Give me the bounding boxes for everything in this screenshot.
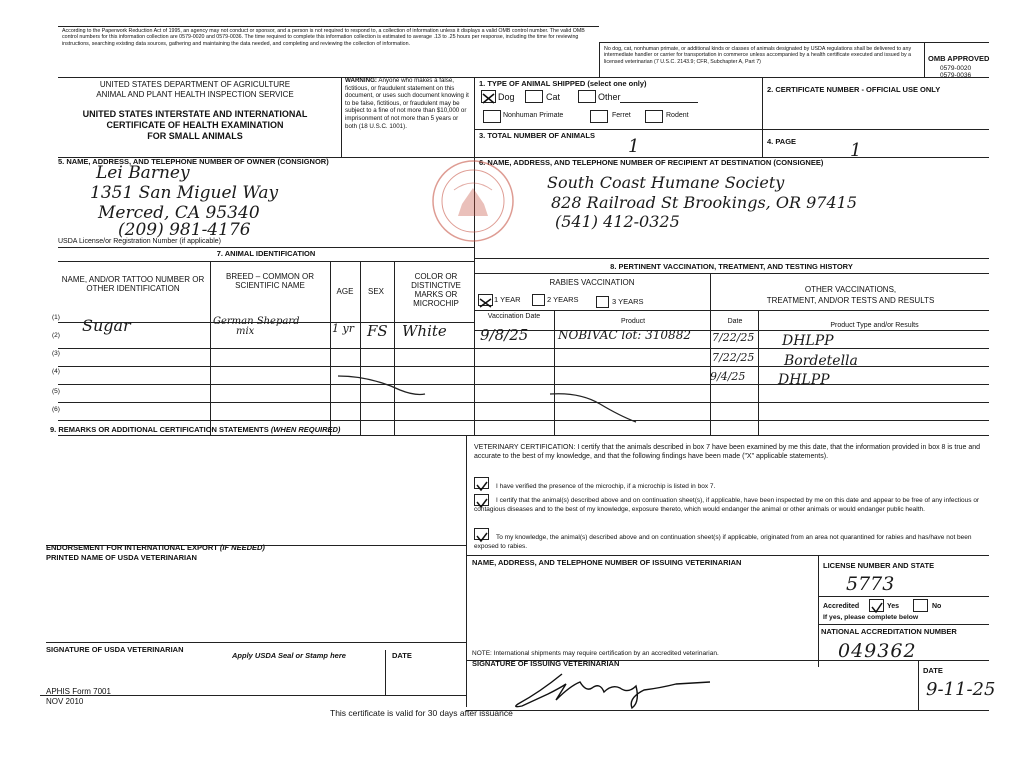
form-title-3: FOR SMALL ANIMALS	[147, 131, 243, 141]
primate-label: Nonhuman Primate	[503, 112, 564, 119]
col-name-header: NAME, AND/OR TATTOO NUMBER OR OTHER IDENTIFICATION	[61, 275, 205, 293]
rodent-checkbox[interactable]	[645, 110, 663, 123]
animal-breed-2[interactable]: mix	[236, 326, 255, 337]
box6-label: 6. NAME, ADDRESS, AND TELEPHONE NUMBER OF RECIPIENT AT DESTINATION (CONSIGNEE)	[479, 158, 824, 167]
regulation-notice: No dog, cat, nonhuman primate, or additional kinds or classes of animals designated by USDA regulations shall be delivered to any intermediate handler or carrier for transportation in commerce unless accompanied by a health certificate executed and issued by a licensed veterinarian (7 U.S.C. 2143.9; CFR, Subchapter A, Part 7)	[604, 46, 912, 65]
usda-date-label: DATE	[392, 651, 412, 660]
rodent-label: Rodent	[666, 112, 689, 119]
paperwork-notice: According to the Paperwork Reduction Act of 1995, an agency may not conduct or sponsor, and a person is not required to respond to, a collection of information unless it displays a valid OMB control number. The valid OMB control numbers for this information collection are 0579-0020 and 0579-0036. The time required to complete this information collection is estimated to average .13 to .25 hours per response, including the time for reviewing instructions, searching existing data sources, gathering and maintaining the data needed, and completing and reviewing the collection of information.	[62, 28, 585, 47]
accredited-no-label: No	[932, 603, 942, 610]
rabies-3yr-checkbox[interactable]	[596, 296, 609, 308]
strike-mark-box8	[540, 386, 650, 426]
endorsement-text: ENDORSEMENT FOR INTERNATIONAL EXPORT	[46, 543, 218, 552]
box9-label-text: 9. REMARKS OR ADDITIONAL CERTIFICATION STATEMENTS	[50, 425, 269, 434]
accredited-no-checkbox[interactable]	[913, 599, 928, 612]
recipient-phone[interactable]: (541) 412-0325	[555, 212, 680, 231]
col-color-header: COLOR OR DISTINCTIVE MARKS OR MICROCHIP	[411, 272, 461, 308]
box3-label: 3. TOTAL NUMBER OF ANIMALS	[479, 131, 595, 140]
usda-license-label: USDA License/or Registration Number (if applicable)	[58, 238, 222, 245]
box2-label: 2. CERTIFICATE NUMBER - OFFICIAL USE ONLY	[767, 85, 941, 94]
check-icon	[475, 481, 488, 491]
owner-phone[interactable]: (209) 981-4176	[118, 220, 251, 240]
rabies-2yr-label: 2 YEARS	[547, 295, 579, 304]
other-checkbox[interactable]	[578, 90, 596, 103]
rabies-product[interactable]: NOBIVAC lot: 310882	[558, 328, 691, 342]
recipient-street[interactable]: 828 Railroad St Brookings, OR 97415	[551, 193, 857, 212]
dog-label: Dog	[498, 92, 515, 102]
other-product-2[interactable]: Bordetella	[784, 353, 858, 369]
national-accreditation-label: NATIONAL ACCREDITATION NUMBER	[821, 627, 957, 636]
animal-color[interactable]: White	[402, 322, 447, 340]
animal-breed-1[interactable]: German Shepard	[213, 316, 300, 327]
rabies-3yr-label: 3 YEARS	[612, 297, 644, 306]
rabies-1yr-label: 1 YEAR	[494, 295, 521, 304]
strike-mark-box7	[330, 370, 430, 400]
box4-label: 4. PAGE	[767, 137, 797, 146]
omb-number-1: 0579-0020	[940, 65, 972, 72]
issuing-vet-signature-label: SIGNATURE OF ISSUING VETERINARIAN	[472, 659, 620, 668]
animal-sex[interactable]: FS	[367, 322, 388, 340]
row-num-5: (5)	[52, 388, 60, 395]
check-icon	[870, 602, 883, 613]
page-value[interactable]: 1	[850, 140, 862, 161]
rabies-date[interactable]: 9/8/25	[480, 326, 529, 344]
ferret-checkbox[interactable]	[590, 110, 608, 123]
vet-signature[interactable]	[500, 664, 720, 714]
rabies-label: RABIES VACCINATION	[549, 278, 635, 287]
box9-when-required: (WHEN REQUIRED)	[270, 425, 341, 434]
form-number: APHIS Form 7001	[46, 687, 111, 696]
check-x-icon	[479, 298, 492, 308]
form-title-2: CERTIFICATE OF HEALTH EXAMINATION	[106, 120, 284, 130]
omb-number-2: 0579-0036	[940, 72, 972, 79]
check-x-icon	[482, 93, 495, 104]
usda-seal-stamp	[424, 158, 522, 244]
form-title-1: UNITED STATES INTERSTATE AND INTERNATIONAL	[82, 109, 308, 119]
agency-name-1: UNITED STATES DEPARTMENT OF AGRICULTURE	[99, 80, 291, 89]
other-vacc-label-2: TREATMENT, AND/OR TESTS AND RESULTS	[766, 296, 935, 305]
primate-checkbox[interactable]	[483, 110, 501, 123]
accredited-label: Accredited	[823, 603, 860, 610]
other-date-3[interactable]: 9/4/25	[710, 370, 746, 383]
row-num-2: (2)	[52, 332, 60, 339]
rabies-1yr-checkbox[interactable]	[478, 294, 493, 306]
cert-rabies-text	[474, 534, 984, 552]
rabies-2yr-checkbox[interactable]	[532, 294, 545, 306]
other-date-2[interactable]: 7/22/25	[712, 351, 755, 364]
cert-health-text	[474, 497, 984, 515]
box1-label: 1. TYPE OF ANIMAL SHIPPED (select one only)	[479, 79, 647, 88]
owner-street[interactable]: 1351 San Miguel Way	[90, 183, 279, 203]
endorsement-label	[46, 544, 265, 553]
col-product-header: Product	[620, 318, 646, 325]
issuing-date-value[interactable]: 9-11-25	[926, 679, 996, 700]
col-sex-header: SEX	[367, 287, 384, 296]
warning-text: Anyone who makes a false, fictitious, or fraudulent statement on this document, or uses such document knowing it to be false, fictitious, or fraudulent may be subject to a fine of not more than $10,000 or imprisonment of not more than 5 years or both (18 U.S.C. 1001).	[345, 77, 469, 130]
form-date: NOV 2010	[46, 697, 84, 706]
row-num-4: (4)	[52, 368, 60, 375]
col-vdate-header: Vaccination Date	[487, 313, 541, 320]
national-accreditation-value[interactable]: 049362	[838, 640, 917, 662]
other-label: Other	[598, 92, 621, 102]
endorsement-if-needed: (IF NEEDED)	[219, 543, 265, 552]
international-note: NOTE: International shipments may require certification by an accredited veterinarian.	[472, 650, 719, 657]
cat-label: Cat	[546, 92, 561, 102]
box9-label	[50, 426, 340, 435]
col-prodtype-header: Product Type and/or Results	[830, 322, 919, 329]
owner-city[interactable]: Merced, CA 95340	[98, 203, 260, 223]
license-number-label: LICENSE NUMBER AND STATE	[823, 561, 935, 570]
cert-rabies-text-span: To my knowledge, the animal(s) described above and on continuation sheet(s) if applicable, originated from an area not quarantined for rabies and has/have not been exposed to rabies.	[474, 534, 972, 550]
dog-checkbox[interactable]	[481, 90, 496, 103]
other-vacc-label-1: OTHER VACCINATIONS,	[804, 285, 897, 294]
cert-microchip-checkbox[interactable]	[474, 477, 489, 489]
usda-vet-printed-name-label: PRINTED NAME OF USDA VETERINARIAN	[46, 553, 197, 562]
owner-name[interactable]: Lei Barney	[96, 163, 190, 183]
if-yes-note: If yes, please complete below	[823, 614, 919, 621]
accredited-yes-label: Yes	[887, 603, 900, 610]
row-num-3: (3)	[52, 350, 60, 357]
recipient-name[interactable]: South Coast Humane Society	[547, 173, 785, 192]
animal-name[interactable]: Sugar	[82, 316, 131, 335]
col-date-header: Date	[727, 318, 743, 325]
col-breed-header: BREED – COMMON OR SCIENTIFIC NAME	[225, 272, 314, 290]
warning-block	[345, 77, 469, 130]
row-num-1: (1)	[52, 314, 60, 321]
animal-age[interactable]: 1 yr	[332, 322, 354, 335]
warning-label: WARNING:	[345, 77, 377, 84]
box5-label: 5. NAME, ADDRESS, AND TELEPHONE NUMBER OF OWNER (CONSIGNOR)	[58, 157, 329, 166]
cert-microchip-text: I have verified the presence of the microchip, if a microchip is listed in box 7.	[496, 483, 716, 490]
agency-name-2: ANIMAL AND PLANT HEALTH INSPECTION SERVICE	[96, 90, 294, 99]
issuing-date-label: DATE	[923, 666, 943, 675]
license-number-value[interactable]: 5773	[846, 573, 895, 595]
box8-label: 8. PERTINENT VACCINATION, TREATMENT, AND TESTING HISTORY	[610, 262, 853, 271]
cat-checkbox[interactable]	[525, 90, 543, 103]
total-animals-value[interactable]: 1	[628, 136, 640, 157]
validity-note: This certificate is valid for 30 days after issuance	[330, 708, 513, 718]
ferret-label: Ferret	[612, 112, 631, 119]
vet-cert-intro: VETERINARY CERTIFICATION: I certify that the animals described in box 7 have been examined by me this date, that the information provided in box 8 is true and accurate to the best of my knowledge, and that the following findings have been made ("X" applicable statements).	[474, 444, 981, 460]
accredited-yes-checkbox[interactable]	[869, 599, 884, 612]
col-age-header: AGE	[336, 287, 354, 296]
other-date-1[interactable]: 7/22/25	[712, 331, 755, 344]
row-num-6: (6)	[52, 406, 60, 413]
other-product-3[interactable]: DHLPP	[778, 372, 830, 388]
box7-label: 7. ANIMAL IDENTIFICATION	[216, 249, 316, 258]
usda-seal-label: Apply USDA Seal or Stamp here	[232, 651, 346, 660]
usda-vet-signature-label: SIGNATURE OF USDA VETERINARIAN	[46, 645, 184, 654]
other-product-1[interactable]: DHLPP	[782, 333, 834, 349]
cert-health-text-span: I certify that the animal(s) described above and on continuation sheet(s), if applicable, have been inspected by me on this date and appear to be free of any infectious or contagious diseases and to the best of my knowledge, exposure thereto, which would endanger the animal or other animals or would endanger public health.	[474, 497, 980, 513]
issuing-vet-label: NAME, ADDRESS, AND TELEPHONE NUMBER OF ISSUING VETERINARIAN	[472, 558, 742, 567]
omb-title: OMB APPROVED	[928, 54, 990, 63]
